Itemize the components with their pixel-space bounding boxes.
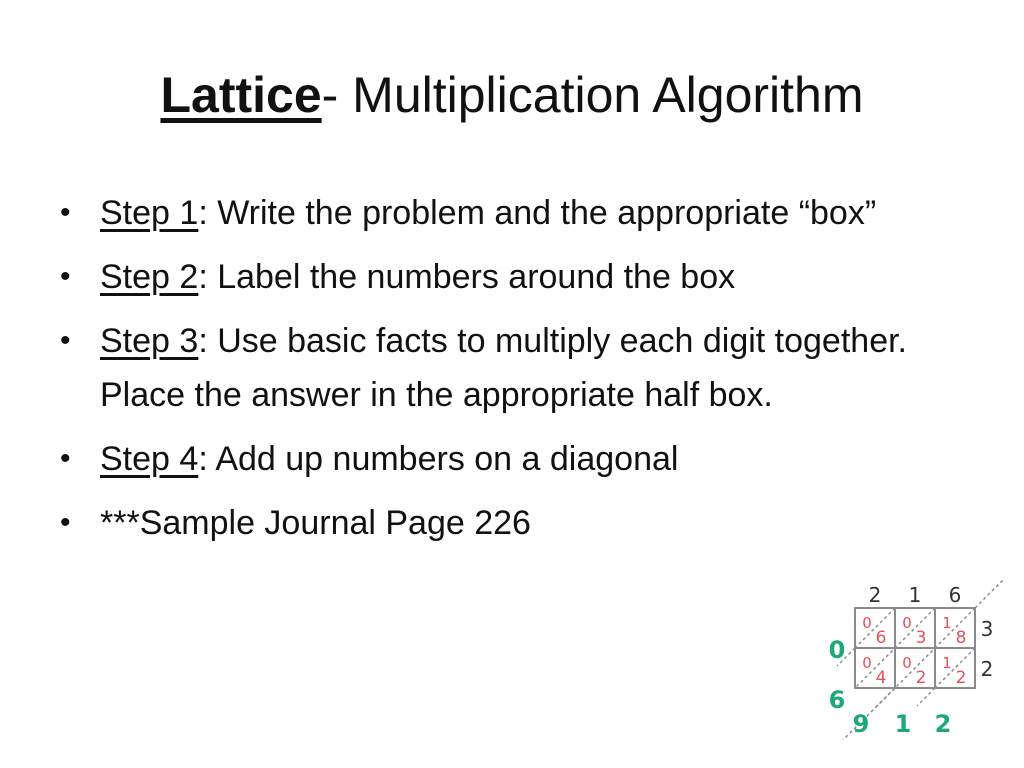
step-text: : Write the problem and the appropriate “box”: [198, 194, 877, 232]
bullet-step-1: [60, 186, 970, 240]
bullet-dot-icon: •: [60, 196, 71, 229]
cell-ones: 6: [875, 628, 887, 648]
title-rest: - Multiplication Algorithm: [321, 67, 864, 123]
step-text: : Label the numbers around the box: [198, 258, 736, 296]
result-digit: 0: [828, 636, 846, 664]
result-digit: 9: [852, 710, 870, 738]
cell-tens: 0: [862, 614, 872, 632]
cell-tens: 0: [902, 614, 912, 632]
result-digit: 6: [828, 686, 846, 714]
bullet-text: ***Sample Journal Page 226: [100, 504, 531, 542]
right-digit: 3: [980, 617, 994, 641]
top-digit: 1: [908, 583, 922, 607]
right-digit: 2: [980, 657, 994, 681]
cell-tens: 0: [862, 654, 872, 672]
top-digit: 6: [948, 583, 962, 607]
step-label: Step 1: [100, 194, 199, 232]
cell-tens: 1: [942, 654, 952, 672]
cell-ones: 8: [955, 628, 967, 648]
bullet-sample-page: [60, 496, 970, 550]
bullet-step-4: [60, 432, 970, 486]
bullet-dot-icon: •: [60, 324, 71, 357]
bullet-step-2: [60, 250, 970, 304]
result-digit: 2: [934, 710, 952, 738]
title-keyword: Lattice: [160, 67, 322, 123]
step-text: : Use basic facts to multiply each digit together. Place the answer in the appropriate half box.: [100, 322, 907, 414]
step-label: Step 2: [100, 258, 199, 296]
bullet-step-3: [60, 314, 970, 422]
step-label: Step 4: [100, 440, 199, 478]
cell-ones: 2: [955, 668, 967, 688]
slide-title: [0, 60, 1024, 130]
cell-ones: 2: [915, 668, 927, 688]
bullet-list: [60, 186, 970, 560]
cell-tens: 0: [902, 654, 912, 672]
lattice-diagram: [815, 580, 1015, 740]
step-label: Step 3: [100, 322, 199, 360]
bullet-dot-icon: •: [60, 506, 71, 539]
top-digit: 2: [868, 583, 882, 607]
bullet-dot-icon: •: [60, 260, 71, 293]
result-digit: 1: [894, 710, 912, 738]
cell-ones: 3: [915, 628, 927, 648]
step-text: : Add up numbers on a diagonal: [198, 440, 679, 478]
cell-tens: 1: [942, 614, 952, 632]
bullet-dot-icon: •: [60, 442, 71, 475]
cell-ones: 4: [875, 668, 887, 688]
